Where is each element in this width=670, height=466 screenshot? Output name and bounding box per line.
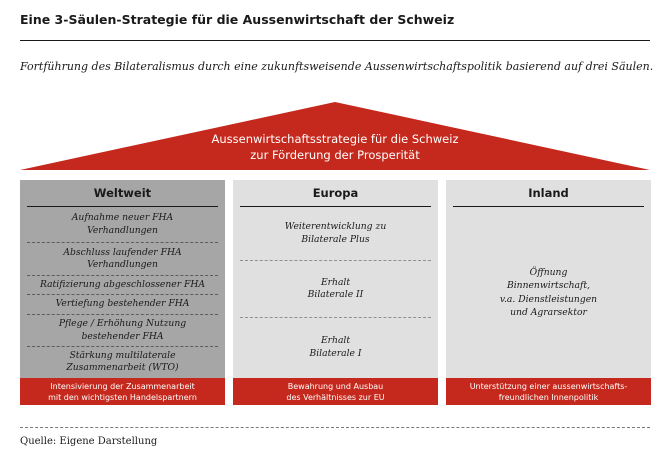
pillar-base-line: freundlichen Innenpolitik <box>498 392 599 402</box>
pillar-item <box>27 315 218 347</box>
pillar-item-line: Aufnahme neuer FHA <box>71 212 174 223</box>
pillar-title: Europa <box>240 180 431 207</box>
pillar-item <box>27 295 218 315</box>
pillar-weltweit <box>20 180 225 378</box>
pillar-item-line: Zusammenarbeit (WTO) <box>66 362 179 373</box>
pillar-item-line: Abschluss laufender FHA <box>63 246 182 258</box>
pillar-title: Inland <box>453 180 644 207</box>
pillar-item <box>240 207 431 261</box>
pillar-item-line: Bilaterale Plus <box>301 233 370 245</box>
pillar-item-line: und Agrarsektor <box>510 307 587 318</box>
pillar-item-line: Weiterentwicklung zu <box>284 221 387 232</box>
pillar-item <box>453 207 644 378</box>
pillar-item-line: Öffnung <box>529 266 568 278</box>
pillar-base-line: Unterstützung einer aussenwirtschafts- <box>469 381 628 391</box>
pillar-base-weltweit <box>20 378 225 405</box>
figure-subtitle: Fortführung des Bilateralismus durch eine zukunftsweisende Aussenwirtschaftspolitik basierend auf drei Säulen. <box>20 60 654 73</box>
pillar-item-line: v.a. Dienstleistungen <box>499 293 598 305</box>
pillar-item-line: Bilaterale I <box>309 347 362 359</box>
pillar-item <box>27 347 218 377</box>
pillar-title: Weltweit <box>27 180 218 207</box>
pillar-item-line: Verhandlungen <box>87 259 158 270</box>
title-divider <box>20 40 650 41</box>
pillar-inland <box>446 180 651 378</box>
pillar-item <box>27 276 218 295</box>
pillar-base-inland <box>446 378 651 405</box>
pillar-item <box>27 207 218 243</box>
pillar-item <box>240 261 431 318</box>
pillar-base-line: Bewahrung und Ausbau <box>287 381 384 391</box>
roof-title-line-2: zur Förderung der Prosperität <box>250 148 420 162</box>
pillar-item <box>27 243 218 276</box>
pillar-base-line: des Verhältnisses zur EU <box>286 392 385 402</box>
pillar-item-line: Vertiefung bestehender FHA <box>55 298 190 310</box>
pillar-item-line: Bilaterale II <box>307 289 364 300</box>
pillar-item-line: Erhalt <box>320 335 351 346</box>
figure-title: Eine 3-Säulen-Strategie für die Aussenwirtschaft der Schweiz <box>20 12 455 27</box>
pillar-base-line: mit den wichtigsten Handelspartnern <box>48 392 197 402</box>
pillar-item <box>240 318 431 377</box>
pillar-item-line: Verhandlungen <box>87 224 158 236</box>
footer-divider <box>20 427 650 428</box>
pillar-item-line: Ratifizierung abgeschlossener FHA <box>39 278 206 290</box>
pillar-item-line: Pflege / Erhöhung Nutzung <box>58 318 187 329</box>
source-note: Quelle: Eigene Darstellung <box>20 436 158 447</box>
roof-title-line-1: Aussenwirtschaftsstrategie für die Schweiz <box>211 132 459 146</box>
pillar-base-line: Intensivierung der Zusammenarbeit <box>50 381 195 391</box>
pillar-item-line: Stärkung multilaterale <box>69 349 176 361</box>
pillar-item-line: Erhalt <box>320 276 351 288</box>
pillar-base-europa <box>233 378 438 405</box>
pillar-item-line: Binnenwirtschaft, <box>506 280 591 291</box>
pillar-europa <box>233 180 438 378</box>
pillar-item-line: bestehender FHA <box>81 330 164 342</box>
